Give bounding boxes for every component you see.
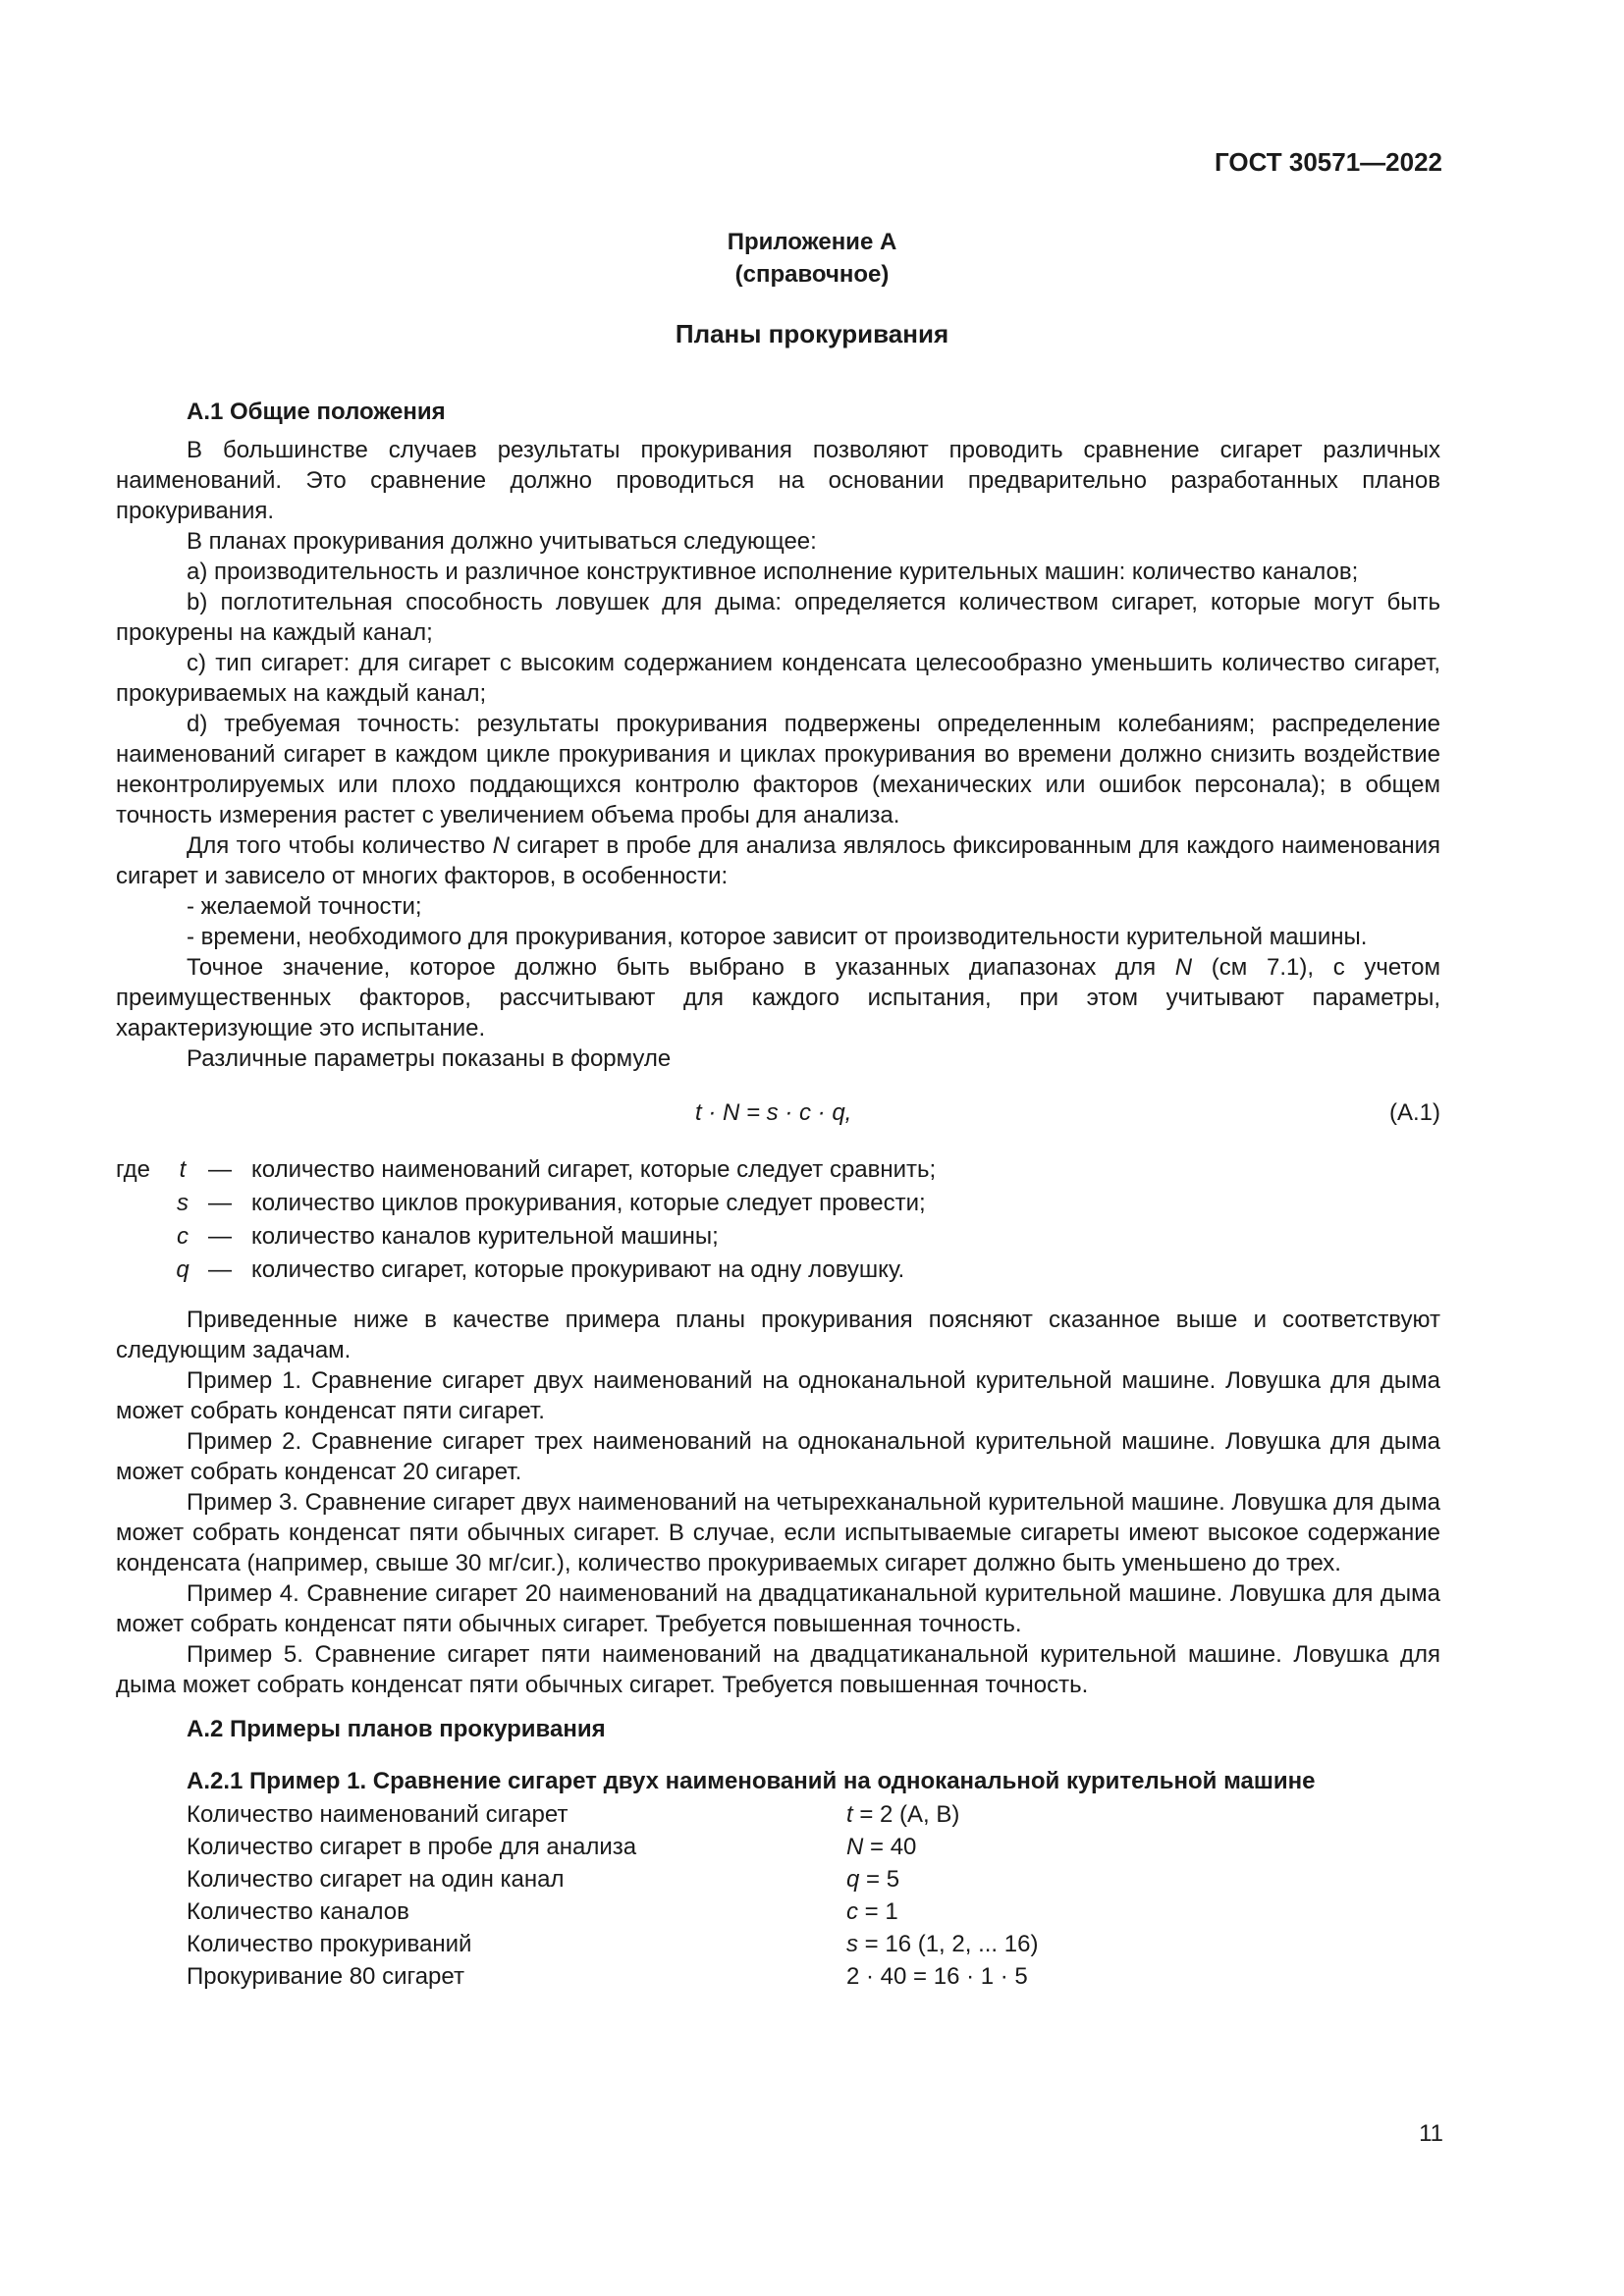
where-label: где [116, 1156, 151, 1183]
definition-symbol: s [177, 1190, 189, 1216]
definition-dash: — [208, 1156, 232, 1183]
parameters-list [116, 1798, 1440, 1993]
variable: N [1174, 954, 1193, 981]
appendix-heading [0, 226, 1624, 291]
definition-row [116, 1220, 1440, 1254]
paragraph [116, 952, 1440, 1043]
definition-symbol: q [176, 1256, 189, 1283]
parameter-row [116, 1960, 1440, 1993]
definition-text: количество сигарет, которые прокуривают на одну ловушку. [251, 1256, 905, 1283]
definition-text: количество циклов прокуривания, которые следует провести; [251, 1190, 926, 1216]
parameter-row [116, 1831, 1440, 1863]
example-item: Пример 1. Сравнение сигарет двух наименований на одноканальной курительной машине. Ловушка для дыма может собрать конденсат пяти сигарет. [116, 1367, 1440, 1424]
paragraph: Приведенные ниже в качестве примера планы прокуривания поясняют сказанное выше и соответствуют следующим задачам. [116, 1307, 1440, 1363]
definition-row [116, 1153, 1440, 1187]
formula-number: (A.1) [1388, 1099, 1440, 1126]
text-run: Для того чтобы количество [187, 832, 493, 859]
formula-expression: t · N = s · c · q, [695, 1099, 852, 1126]
list-item: c) тип сигарет: для сигарет с высоким содержанием конденсата целесообразно уменьшить количество сигарет, прокуриваемых на каждый канал; [116, 650, 1440, 707]
appendix-kind: (справочное) [734, 261, 890, 288]
parameter-row [116, 1863, 1440, 1896]
definition-symbol: c [177, 1223, 189, 1250]
list-item: b) поглотительная способность ловушек для дыма: определяется количеством сигарет, которые могут быть прокурены на каждый канал; [116, 589, 1440, 646]
definition-text: количество каналов курительной машины; [251, 1223, 719, 1250]
parameter-label: Прокуривание 80 сигарет [187, 1963, 464, 1990]
appendix-label: Приложение А [727, 229, 897, 255]
example-item: Пример 3. Сравнение сигарет двух наименований на четырехканальной курительной машине. Ловушка для дыма может собрать конденсат пяти обычных сигарет. В случае, если испытываемые сигареты имеют высокое содержание конденсата (например, свыше 30 мг/сиг.), количество прокуриваемых сигарет должно быть уменьшено до трех. [116, 1489, 1440, 1576]
parameter-label: Количество прокуриваний [187, 1931, 472, 1957]
parameter-value: q = 5 [846, 1866, 900, 1893]
parameter-value: t = 2 (A, B) [846, 1801, 960, 1828]
variable: N [492, 832, 510, 859]
paragraph: Различные параметры показаны в формуле [187, 1045, 672, 1072]
definition-dash: — [208, 1256, 232, 1283]
section-heading-a2: А.2 Примеры планов прокуривания [187, 1716, 606, 1742]
paragraph: В большинстве случаев результаты прокуривания позволяют проводить сравнение сигарет различных наименований. Это сравнение должно проводиться на основании предварительно разработанных планов прокуривания. [116, 437, 1440, 524]
standard-designation: ГОСТ 30571—2022 [1215, 147, 1442, 177]
parameter-label: Количество каналов [187, 1898, 409, 1925]
definition-dash: — [208, 1190, 232, 1216]
page-title: Планы прокуривания [675, 319, 949, 348]
list-item: a) производительность и различное конструктивное исполнение курительных машин: количество каналов; [187, 559, 1359, 585]
definition-row [116, 1187, 1440, 1220]
text-run: Точное значение, которое должно быть выбрано в указанных диапазонах для [187, 954, 1175, 981]
parameter-label: Количество наименований сигарет [187, 1801, 568, 1828]
parameter-label: Количество сигарет на один канал [187, 1866, 565, 1893]
parameter-value: 2 · 40 = 16 · 1 · 5 [846, 1963, 1028, 1990]
paragraph [116, 830, 1440, 891]
definition-dash: — [208, 1223, 232, 1250]
bullet-item: - желаемой точности; [187, 893, 422, 920]
list-item: d) требуемая точность: результаты прокуривания подвержены определенным колебаниям; распределение наименований сигарет в каждом цикле прокуривания и циклах прокуривания во времени должно снизить воздействие неконтролируемых или плохо поддающихся контролю факторов (механических или ошибок персонала); в общем точность измерения растет с увеличением объема пробы для анализа. [116, 711, 1440, 828]
text-run: (см 7.1), с учетом преимущественных факторов, рассчитывают для каждого испытания, при этом учитывают параметры, характеризующие это испытание. [116, 954, 1441, 1041]
parameter-label: Количество сигарет в пробе для анализа [187, 1834, 637, 1860]
section-heading-a1: А.1 Общие положения [187, 399, 446, 425]
bullet-item: - времени, необходимого для прокуривания, которое зависит от производительности курительной машины. [187, 924, 1368, 950]
paragraph: В планах прокуривания должно учитываться следующее: [187, 528, 817, 555]
parameter-value: c = 1 [846, 1898, 898, 1925]
parameter-row [116, 1896, 1440, 1928]
example-item: Пример 2. Сравнение сигарет трех наименований на одноканальной курительной машине. Ловушка для дыма может собрать конденсат 20 сигарет. [116, 1428, 1440, 1485]
document-body [116, 397, 1440, 1993]
text-run: сигарет в пробе для анализа являлось фиксированным для каждого наименования сигарет и зависело от многих факторов, в особенности: [116, 832, 1441, 889]
subsection-heading-a21: А.2.1 Пример 1. Сравнение сигарет двух наименований на одноканальной курительной машине [187, 1768, 1316, 1794]
definition-text: количество наименований сигарет, которые следует сравнить; [251, 1156, 937, 1183]
parameter-row [116, 1928, 1440, 1960]
definition-row [116, 1254, 1440, 1287]
definition-symbol: t [179, 1156, 187, 1183]
parameter-value: s = 16 (1, 2, ... 16) [846, 1931, 1039, 1957]
example-item: Пример 4. Сравнение сигарет 20 наименований на двадцатиканальной курительной машине. Ловушка для дыма может собрать конденсат пяти обычных сигарет. Требуется повышенная точность. [116, 1580, 1440, 1637]
example-item: Пример 5. Сравнение сигарет пяти наименований на двадцатиканальной курительной машине. Ловушка для дыма может собрать конденсат пяти обычных сигарет. Требуется повышенная точность. [116, 1641, 1440, 1698]
formula [116, 1097, 1440, 1128]
variable-definitions [116, 1153, 1440, 1287]
parameter-value: N = 40 [846, 1834, 917, 1860]
parameter-row [116, 1798, 1440, 1831]
page-number: 11 [1419, 2120, 1443, 2147]
